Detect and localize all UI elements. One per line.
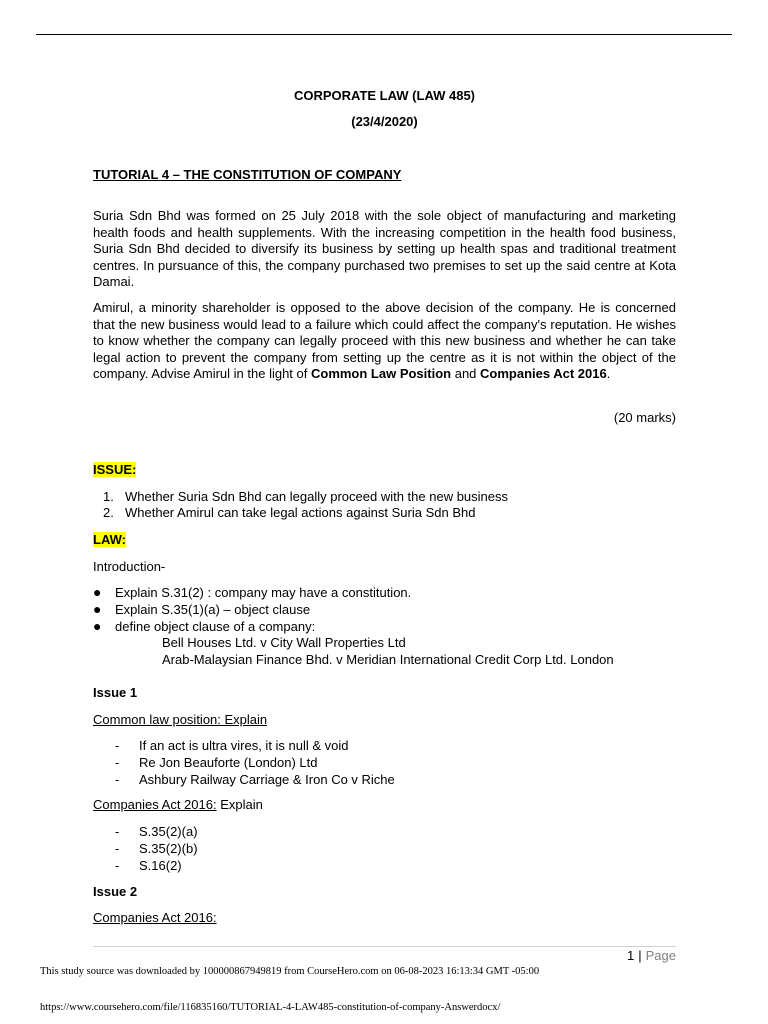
- list-item: - S.35(2)(b): [115, 841, 198, 856]
- question-paragraph-2: Amirul, a minority shareholder is opposed to the above decision of the company. He is concerned that the new business would lead to a failure which could affect the company's reputation. He wishes to know whether the company can legally proceed with this new business and whether he can take legal action to prevent the company from setting up the centre as it is not within the object of the company. Advise Amirul in the light of Common Law Position and Companies Act 2016.: [93, 300, 676, 382]
- companies-act-label: Companies Act 2016: Explain: [93, 797, 263, 812]
- list-item: 1. Whether Suria Sdn Bhd can legally proceed with the new business: [103, 489, 508, 504]
- download-note: This study source was downloaded by 100000867949819 from CourseHero.com on 06-08-2023 16:13:34 GMT -05:00: [40, 966, 540, 977]
- list-item: Arab-Malaysian Finance Bhd. v Meridian International Credit Corp Ltd. London: [162, 652, 614, 667]
- list-item: - Re Jon Beauforte (London) Ltd: [115, 755, 318, 770]
- issue-2-companies-act-label: Companies Act 2016:: [93, 910, 217, 925]
- law-intro: Introduction-: [93, 559, 166, 574]
- law-heading: LAW:: [93, 532, 126, 547]
- document-date: (23/4/2020): [351, 114, 418, 129]
- list-item: ● Explain S.31(2) : company may have a constitution.: [93, 584, 412, 600]
- list-item: - S.35(2)(a): [115, 824, 198, 839]
- bullet-icon: ●: [93, 584, 102, 600]
- issue-1-heading: Issue 1: [93, 685, 138, 700]
- issue-heading: ISSUE:: [93, 462, 137, 477]
- list-item: 2. Whether Amirul can take legal actions against Suria Sdn Bhd: [103, 505, 476, 520]
- list-item: - Ashbury Railway Carriage & Iron Co v Riche: [115, 772, 395, 787]
- common-law-label: Common law position: Explain: [93, 712, 268, 727]
- list-item: ● Explain S.35(1)(a) – object clause: [93, 601, 311, 617]
- bullet-icon: ●: [93, 618, 102, 634]
- marks-label: (20 marks): [613, 410, 676, 425]
- page-number: 1 | Page: [627, 948, 676, 963]
- list-item: - S.16(2): [115, 858, 182, 873]
- tutorial-title: TUTORIAL 4 – THE CONSTITUTION OF COMPANY: [93, 167, 402, 182]
- question-paragraph-1: Suria Sdn Bhd was formed on 25 July 2018 with the sole object of manufacturing and marketing health foods and health supplements. With the increasing competition in the health food business, Suria Sdn Bhd decided to diversify its business by setting up health spas and traditional treatment centres. In pursuance of this, the company purchased two premises to set up the said centre at Kota Damai.: [93, 208, 676, 290]
- course-title: CORPORATE LAW (LAW 485): [293, 88, 476, 103]
- issue-2-heading: Issue 2: [93, 884, 138, 899]
- footer-rule: [93, 946, 676, 947]
- bullet-icon: ●: [93, 601, 102, 617]
- list-item: ● define object clause of a company:: [93, 618, 316, 634]
- top-rule: [36, 34, 732, 35]
- list-item: Bell Houses Ltd. v City Wall Properties Ltd: [162, 635, 406, 650]
- source-url[interactable]: https://www.coursehero.com/file/116835160/TUTORIAL-4-LAW485-constitution-of-company-Answerdocx/: [40, 1002, 501, 1013]
- list-item: - If an act is ultra vires, it is null & void: [115, 738, 349, 753]
